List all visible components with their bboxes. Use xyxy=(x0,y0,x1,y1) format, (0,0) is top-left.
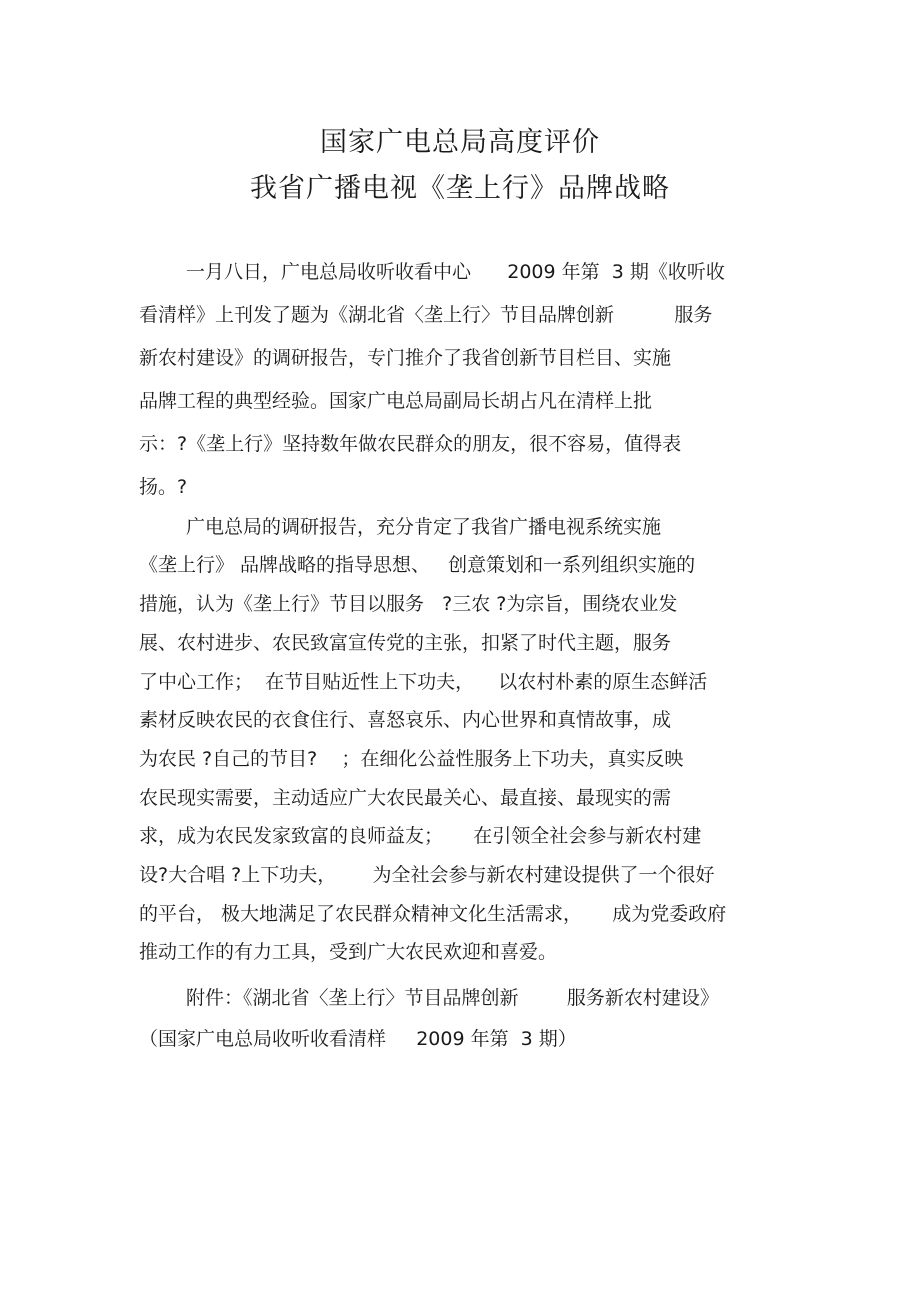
paragraph-2-line-2: 《垄上行》 品牌战略的指导思想、 创意策划和一系列组织实施的 xyxy=(139,554,696,576)
paragraph-2-line-8: 农民现实需要，主动适应广大农民最关心、最直接、最现实的需 xyxy=(139,787,672,809)
document-title-line-2: 我省广播电视《垄上行》品牌战略 xyxy=(250,173,670,204)
paragraph-2-line-3: 措施，认为《垄上行》节目以服务 ?三农 ?为宗旨，围绕农业发 xyxy=(139,593,678,615)
paragraph-2-line-10: 设?大合唱 ?上下功夫， 为全社会参与新农村建设提供了一个很好 xyxy=(139,864,715,886)
paragraph-2-line-1: 广电总局的调研报告，充分肯定了我省广播电视系统实施 xyxy=(186,516,662,538)
paragraph-1-line-4: 品牌工程的典型经验。国家广电总局副局长胡占凡在清样上批 xyxy=(139,390,653,412)
paragraph-2-line-4: 展、农村进步、农民致富宣传党的主张，扣紧了时代主题，服务 xyxy=(139,632,672,654)
paragraph-2-line-6: 素材反映农民的衣食住行、喜怒哀乐、内心世界和真情故事，成 xyxy=(139,709,672,731)
attachment-line-1: 附件：《湖北省〈垄上行〉节目品牌创新 服务新农村建设》 xyxy=(186,987,719,1009)
paragraph-1-line-5: 示：?《垄上行》坚持数年做农民群众的朋友，很不容易，值得表 xyxy=(139,433,682,455)
paragraph-2-line-12: 推动工作的有力工具，受到广大农民欢迎和喜爱。 xyxy=(139,941,558,963)
paragraph-1-line-2: 看清样》上刊发了题为《湖北省〈垄上行〉节目品牌创新 服务 xyxy=(139,304,713,326)
paragraph-1-line-3: 新农村建设》的调研报告，专门推介了我省创新节目栏目、实施 xyxy=(139,347,672,369)
paragraph-2-line-5: 了中心工作； 在节目贴近性上下功夫， 以农村朴素的原生态鲜活 xyxy=(139,671,708,693)
attachment-line-2: （国家广电总局收听收看清样 2009 年第 3 期） xyxy=(139,1028,577,1050)
paragraph-1-line-1: 一月八日，广电总局收听收看中心 2009 年第 3 期《收听收 xyxy=(186,261,725,283)
document-title-line-1: 国家广电总局高度评价 xyxy=(320,127,600,158)
paragraph-1-line-6: 扬。? xyxy=(139,476,188,498)
paragraph-2-line-11: 的平台， 极大地满足了农民群众精神文化生活需求， 成为党委政府 xyxy=(139,903,727,925)
paragraph-2-line-7: 为农民 ?自己的节目? ；在细化公益性服务上下功夫，真实反映 xyxy=(139,748,684,770)
paragraph-2-line-9: 求，成为农民发家致富的良师益友； 在引领全社会参与新农村建 xyxy=(139,825,702,847)
